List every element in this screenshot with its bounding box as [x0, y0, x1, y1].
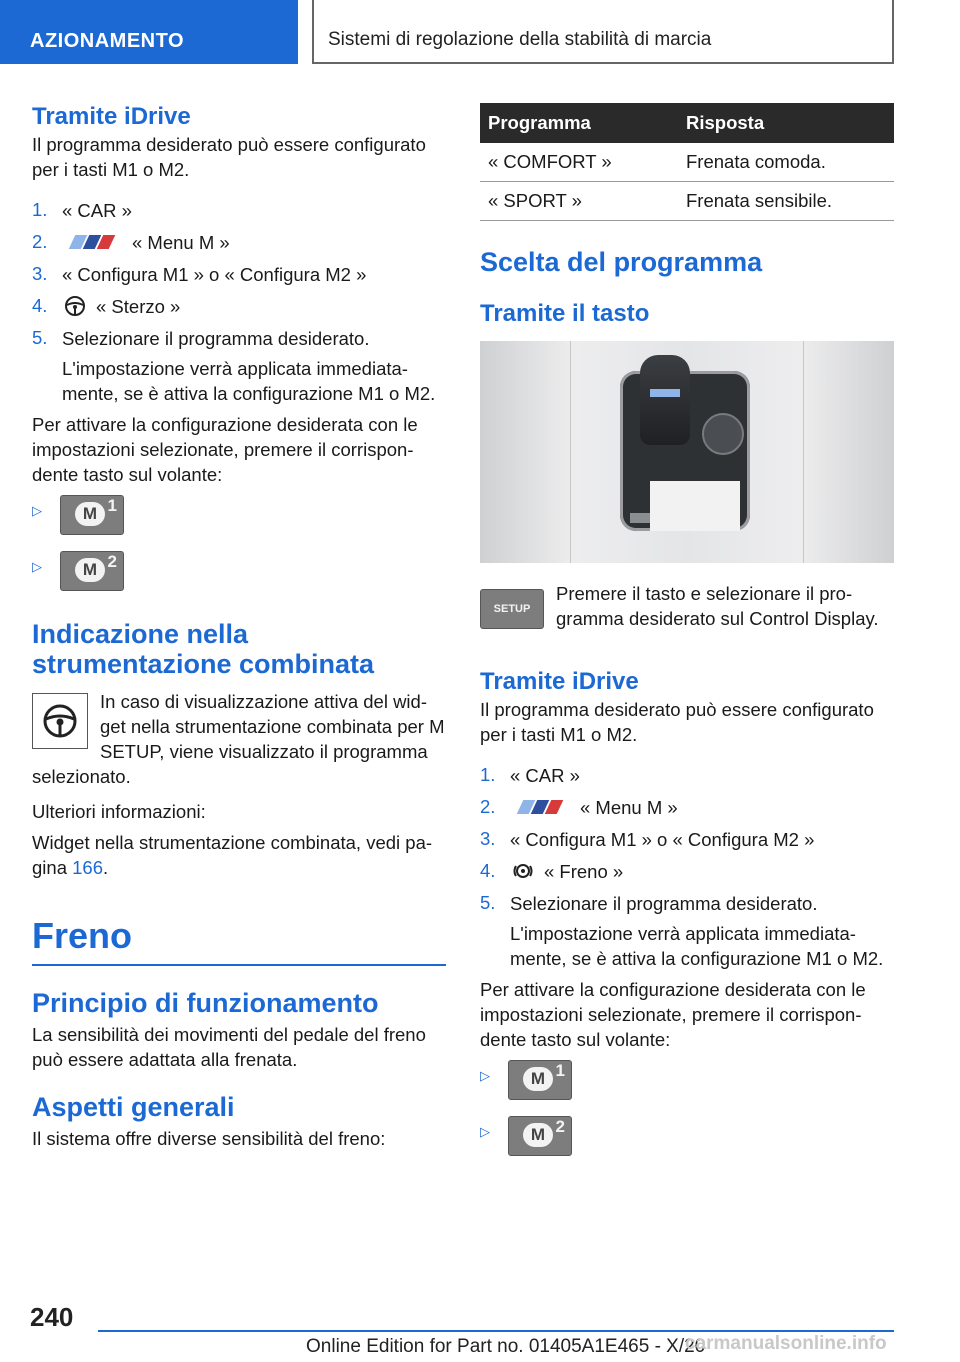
setup-text: Premere il tasto e selezionare il programma desiderato sul Control Display. [556, 583, 879, 629]
step-number: 3. [480, 828, 496, 849]
bullet-triangle-icon: ▷ [480, 1124, 490, 1139]
table-header: Programma [480, 103, 678, 143]
list-item [480, 791, 894, 823]
page-title: Sistemi di regolazione della stabilità di marcia [312, 0, 894, 64]
step-list [32, 194, 446, 406]
section-tab: AZIONAMENTO [0, 0, 298, 64]
scelta-heading: Scelta del programma [480, 247, 763, 277]
step-number: 2. [480, 796, 496, 817]
list-item [480, 1060, 894, 1116]
table-cell: Frenata comoda. [678, 143, 894, 182]
display-steering-icon [32, 693, 88, 749]
principio-heading: Principio di funzionamento [32, 988, 379, 1018]
setup-button-icon: SETUP [480, 589, 544, 629]
aspetti-heading: Aspetti generali [32, 1092, 235, 1122]
page-number: 240 [30, 1302, 74, 1332]
step-text: Selezionare il programma desiderato. [62, 327, 370, 349]
step-note: L'impostazione verrà applicata immediatamente, se è attiva la configurazione M1 o M2. [62, 358, 436, 404]
bullet-triangle-icon: ▷ [32, 559, 42, 574]
list-item [32, 226, 446, 258]
heading-rule [32, 964, 446, 966]
list-item [32, 194, 446, 226]
left-column [32, 100, 446, 1151]
activate-text: Per attivare la configurazione desiderata con le impostazioni selezionate, premere il corrispondente tasto sul volante: [32, 414, 418, 485]
page-ref-link[interactable]: 166 [72, 857, 103, 878]
step-note: L'impostazione verrà applicata immediatamente, se è attiva la configurazione M1 o M2. [510, 923, 884, 969]
bullet-triangle-icon: ▷ [32, 503, 42, 518]
freno-heading: Freno [32, 915, 133, 956]
step-text: « Freno » [544, 860, 624, 882]
table-cell: Frenata sensibile. [678, 182, 894, 221]
steering-wheel-icon [64, 295, 86, 317]
list-item [480, 887, 894, 919]
brake-program-table [480, 103, 894, 221]
step-number: 5. [32, 327, 48, 348]
step-text: « Menu M » [580, 796, 678, 818]
step-number: 1. [480, 764, 496, 785]
list-item [32, 322, 446, 354]
indicazione-heading: Indicazione nella strumentazione combinata [32, 619, 375, 679]
indicazione-block [32, 689, 446, 789]
indicazione-text: In caso di visualizzazione attiva del widget nella strumentazione combinata per M SETUP, viene visualizzato il programma selezionato. [32, 691, 445, 787]
ulteriori-label: Ulteriori informazioni: [32, 801, 206, 822]
table-header-row [480, 103, 894, 143]
step-number: 1. [32, 199, 48, 220]
activate-text-right: Per attivare la configurazione desiderata con le impostazioni selezionate, premere il corrispondente tasto sul volante: [480, 979, 866, 1050]
list-item [480, 1116, 894, 1172]
aspetti-text: Il sistema offre diverse sensibilità del freno: [32, 1128, 386, 1149]
m2-button-icon: M 2 [508, 1116, 572, 1156]
table-row [480, 143, 894, 182]
step-text: « Configura M1 » o « Configura M2 » [62, 263, 367, 285]
step-list-right [480, 759, 894, 971]
list-item [480, 855, 894, 887]
step-number: 2. [32, 231, 48, 252]
list-item [480, 823, 894, 855]
footer-rule [98, 1330, 894, 1332]
list-item [480, 759, 894, 791]
list-item [32, 290, 446, 322]
idrive-intro: Il programma desiderato può essere configurato per i tasti M1 o M2. [32, 134, 426, 180]
idrive-intro-right: Il programma desiderato può essere configurato per i tasti M1 o M2. [480, 699, 874, 745]
list-item [32, 551, 446, 607]
table-cell: « COMFORT » [480, 143, 678, 182]
console-image [480, 341, 894, 563]
m1-button-icon: M 1 [60, 495, 124, 535]
step-text: « CAR » [510, 764, 580, 786]
list-item [32, 495, 446, 551]
footer-edition: Online Edition for Part no. 01405A1E465 - X/20 [306, 1336, 706, 1357]
widget-text: Widget nella strumentazione combinata, vedi pagina 166. [32, 832, 433, 878]
right-column [480, 103, 894, 1172]
table-row [480, 182, 894, 221]
step-text: « Sterzo » [96, 295, 181, 317]
bullet-triangle-icon: ▷ [480, 1068, 490, 1083]
step-text: « Menu M » [132, 231, 230, 253]
step-number: 4. [32, 295, 48, 316]
table-header: Risposta [678, 103, 894, 143]
m2-button-icon: M 2 [60, 551, 124, 591]
m1-button-icon: M 1 [508, 1060, 572, 1100]
watermark: carmanualsonline.info [685, 1333, 887, 1354]
list-item [32, 258, 446, 290]
tasto-heading: Tramite il tasto [480, 300, 650, 327]
idrive-heading: Tramite iDrive [32, 103, 191, 130]
m-menu-icon [514, 798, 570, 816]
table-cell: « SPORT » [480, 182, 678, 221]
step-number: 3. [32, 263, 48, 284]
step-text: « CAR » [62, 199, 132, 221]
brake-icon [512, 860, 534, 882]
step-number: 5. [480, 892, 496, 913]
step-text: Selezionare il programma desiderato. [510, 892, 818, 914]
setup-block [480, 581, 894, 631]
step-number: 4. [480, 860, 496, 881]
idrive-heading-right: Tramite iDrive [480, 668, 639, 695]
m-menu-icon [66, 233, 122, 251]
step-text: « Configura M1 » o « Configura M2 » [510, 828, 815, 850]
principio-text: La sensibilità dei movimenti del pedale del freno può essere adattata alla frenata. [32, 1024, 426, 1070]
